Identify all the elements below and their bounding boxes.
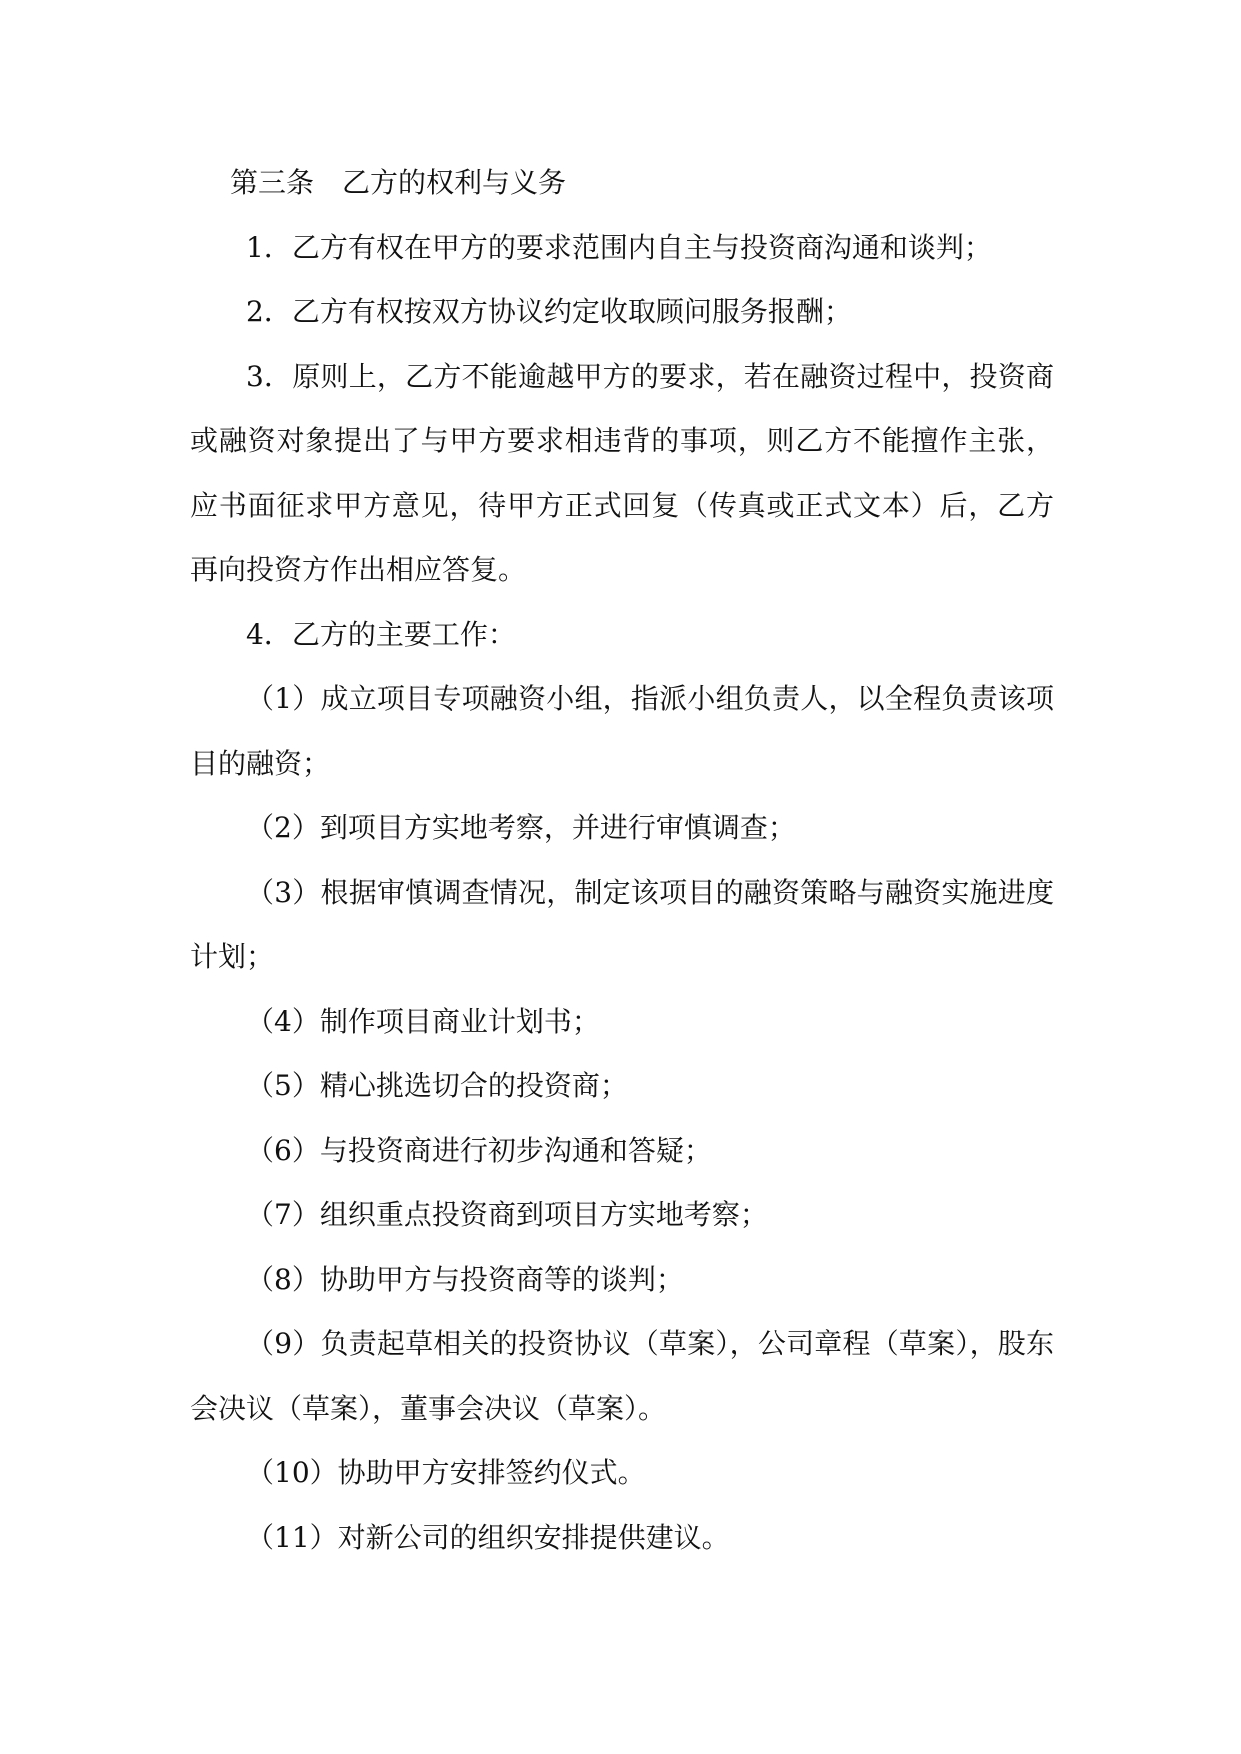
article-heading: 第三条 乙方的权利与义务: [230, 166, 567, 199]
work-item-8: （8）协助甲方与投资商等的谈判；: [246, 1262, 684, 1296]
paragraph-main-work: 4．乙方的主要工作：: [246, 617, 516, 651]
paragraph-right-3: 3．原则上，乙方不能逾越甲方的要求，若在融资过程中，投资商或融资对象提出了与甲方要求相违背的事项，则乙方不能擅作主张，应书面征求甲方意见，待甲方正式回复（传真或正式文本）后，乙方再向投资方作出相应答复。: [190, 359, 1054, 586]
work-item-5: （5）精心挑选切合的投资商；: [246, 1069, 628, 1102]
document-body: [190, 151, 1054, 1570]
paragraph-right-2: 2．乙方有权按双方协议约定收取顾问服务报酬；: [246, 295, 852, 328]
work-item-1: （1）成立项目专项融资小组，指派小组负责人，以全程负责该项目的融资；: [190, 682, 1054, 780]
work-item-2: （2）到项目方实地考察，并进行审慎调查；: [246, 811, 796, 844]
work-item-7: （7）组织重点投资商到项目方实地考察；: [246, 1198, 768, 1231]
paragraph-right-1: 1．乙方有权在甲方的要求范围内自主与投资商沟通和谈判；: [246, 230, 992, 264]
work-item-6: （6）与投资商进行初步沟通和答疑；: [246, 1133, 712, 1167]
work-item-4: （4）制作项目商业计划书；: [246, 1004, 600, 1038]
work-item-9: （9）负责起草相关的投资协议（草案），公司章程（草案），股东会决议（草案），董事会决议（草案）。: [190, 1327, 1054, 1425]
work-item-3: （3）根据审慎调查情况，制定该项目的融资策略与融资实施进度计划；: [190, 875, 1054, 973]
work-item-10: （10）协助甲方安排签约仪式。: [246, 1456, 646, 1489]
work-item-11: （11）对新公司的组织安排提供建议。: [246, 1520, 730, 1554]
